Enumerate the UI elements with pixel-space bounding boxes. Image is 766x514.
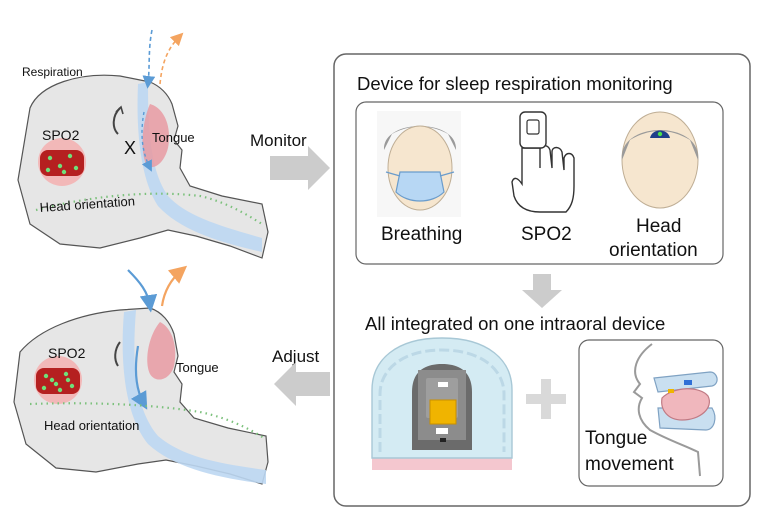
device-chip (430, 400, 456, 424)
top-airflow-out-arrow (160, 36, 180, 84)
device-panel-title: Device for sleep respiration monitoring (357, 73, 673, 94)
breathing-sensor (377, 111, 462, 245)
spo2-sensor-label: SPO2 (521, 224, 572, 245)
tongue-box-line2: movement (585, 454, 674, 475)
monitor-label: Monitor (250, 131, 307, 150)
top-tongue-label: Tongue (152, 130, 195, 145)
head-label-line2: orientation (609, 240, 698, 261)
top-blocked-mark: X (124, 138, 137, 158)
adjust-label: Adjust (272, 347, 320, 366)
top-head-figure (18, 30, 268, 258)
plus-symbol-text: + (546, 403, 547, 404)
monitor-arrow (270, 146, 330, 190)
top-head-orientation-label: Head orientation (39, 193, 136, 215)
breathing-label: Breathing (381, 224, 463, 245)
integration-title: All integrated on one intraoral device (365, 313, 666, 334)
bottom-head-figure (14, 270, 268, 484)
head-label-line1: Head (636, 216, 682, 237)
integration-down-arrow (522, 274, 562, 308)
head-sensor-icon (622, 112, 698, 208)
bottom-head-orientation-label: Head orientation (44, 418, 140, 433)
bottom-tongue-label: Tongue (176, 360, 219, 375)
spo2-sensor (512, 112, 574, 245)
adjust-arrow (274, 362, 330, 406)
bottom-airflow-out-arrow (162, 270, 182, 306)
plus-sign (526, 379, 566, 419)
bottom-spo2-label: SPO2 (48, 345, 86, 361)
tongue-box-line1: Tongue (585, 428, 648, 449)
top-spo2-label: SPO2 (42, 127, 80, 143)
finger-oximeter-icon (512, 146, 574, 213)
top-respiration-label: Respiration (22, 65, 83, 79)
top-airflow-in-arrow (148, 30, 152, 84)
adjust-arrow-group (272, 347, 330, 406)
tongue-movement-box (579, 340, 723, 486)
bottom-airflow-in-arrow (128, 270, 150, 306)
head-orientation-sensor (609, 112, 698, 261)
monitor-arrow-group (250, 131, 330, 190)
intraoral-device (372, 338, 512, 470)
